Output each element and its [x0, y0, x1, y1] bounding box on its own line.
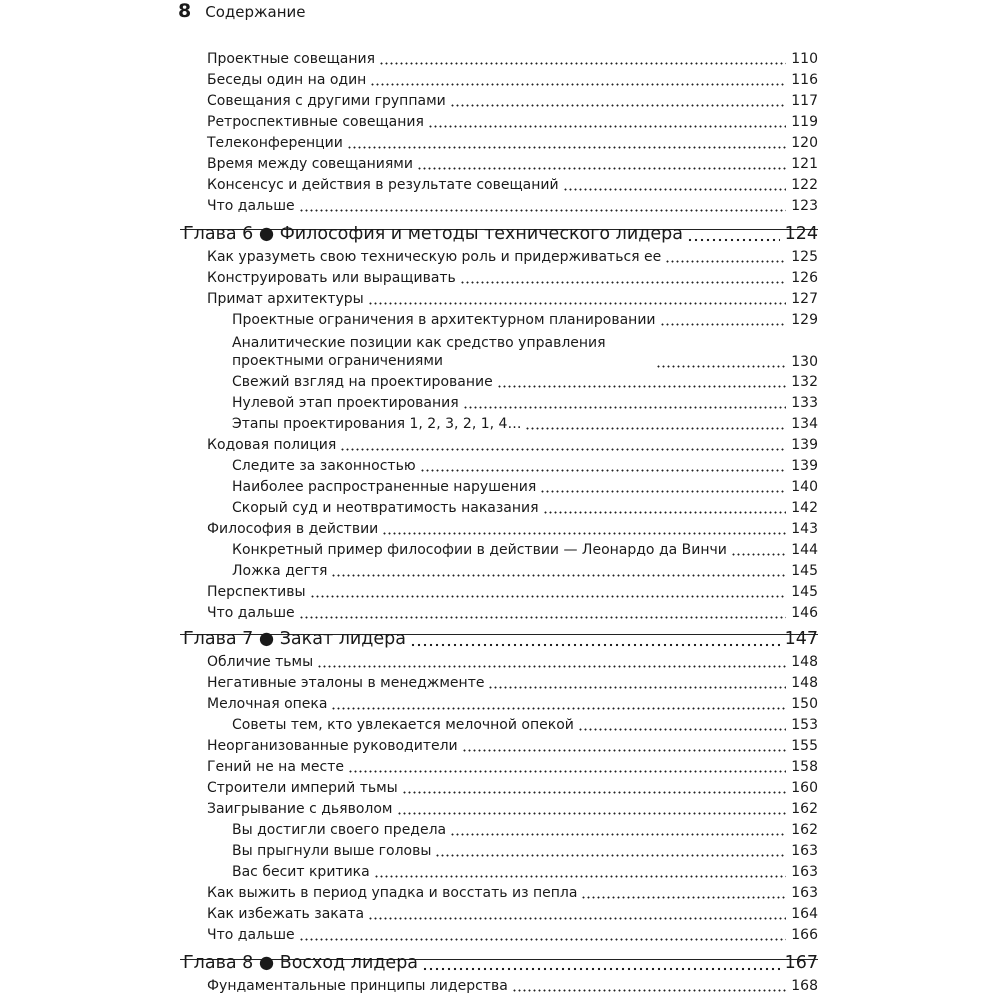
dot-leader: [497, 376, 787, 390]
toc-entry-title: Философия в действии: [207, 521, 379, 537]
toc-entry[interactable]: [232, 334, 818, 370]
dot-leader: [462, 740, 787, 754]
toc-page-number: 110: [791, 51, 818, 67]
dot-leader: [420, 460, 787, 474]
dot-leader: [578, 719, 786, 733]
toc-entry[interactable]: [207, 780, 818, 796]
dot-leader: [488, 677, 786, 691]
toc-entry-title: Нулевой этап проектирования: [232, 395, 459, 411]
toc-entry-title: Как избежать заката: [207, 906, 365, 922]
toc-page-number: 139: [791, 437, 818, 453]
toc-entry-title: Как уразуметь свою техническую роль и придерживаться ее: [207, 249, 662, 265]
toc-entry-title: Время между совещаниями: [207, 156, 413, 172]
dot-leader: [422, 956, 780, 974]
dot-leader: [435, 845, 786, 859]
toc-entry[interactable]: [207, 177, 818, 193]
toc-entry[interactable]: [207, 198, 818, 214]
toc-entry[interactable]: [207, 885, 818, 901]
dot-leader: [317, 656, 786, 670]
dot-leader: [665, 251, 786, 265]
dot-leader: [450, 824, 786, 838]
toc-entry-title: Конструировать или выращивать: [207, 270, 456, 286]
toc-entry[interactable]: [232, 479, 818, 495]
toc-page-number: 140: [791, 479, 818, 495]
toc-page-number: 162: [791, 822, 818, 838]
toc-entry-title: Глава 8 ● Восход лидера: [183, 953, 419, 973]
toc-page-number: 164: [791, 906, 818, 922]
toc-entry-title: Проектные ограничения в архитектурном планировании: [232, 312, 656, 328]
dot-leader: [512, 980, 786, 994]
toc-page-number: 144: [791, 542, 818, 558]
toc-page-number: 168: [791, 978, 818, 994]
toc-entry-title: Совещания с другими группами: [207, 93, 446, 109]
toc-page-number: 129: [791, 312, 818, 328]
toc-page-number: 124: [784, 224, 818, 244]
toc-entry[interactable]: [207, 654, 818, 670]
toc-entry[interactable]: [232, 416, 818, 432]
toc-page-number: 145: [791, 563, 818, 579]
toc-entry[interactable]: [207, 114, 818, 130]
toc-page-number: 166: [791, 927, 818, 943]
toc-entry-title: Советы тем, кто увлекается мелочной опекой: [232, 717, 574, 733]
toc-page-number: 160: [791, 780, 818, 796]
toc-page-number: 163: [791, 843, 818, 859]
dot-leader: [347, 137, 786, 151]
toc-entry-title: Заигрывание с дьяволом: [207, 801, 393, 817]
toc-page-number: 127: [791, 291, 818, 307]
toc-entry[interactable]: [207, 605, 818, 621]
toc-page-number: 155: [791, 738, 818, 754]
dot-leader: [310, 586, 787, 600]
dot-leader: [460, 272, 786, 286]
toc-entry-title: Негативные эталоны в менеджменте: [207, 675, 485, 691]
dot-leader: [299, 200, 787, 214]
toc-entry-title: Следите за законностью: [232, 458, 416, 474]
toc-entry-title: Обличие тьмы: [207, 654, 314, 670]
toc-entry[interactable]: [207, 156, 818, 172]
toc-entry[interactable]: [207, 675, 818, 691]
toc-page-number: 147: [784, 629, 818, 649]
toc-entry-title: Фундаментальные принципы лидерства: [207, 978, 508, 994]
dot-leader: [374, 866, 787, 880]
dot-leader: [687, 227, 780, 245]
dot-leader: [540, 481, 786, 495]
dot-leader: [370, 74, 786, 88]
dot-leader: [397, 803, 787, 817]
toc-entry-title: Гений не на месте: [207, 759, 344, 775]
page-number: 8: [178, 0, 192, 22]
dot-leader: [299, 607, 787, 621]
toc-page-number: 130: [791, 354, 818, 371]
dot-leader: [331, 698, 786, 712]
toc-entry-title: Проектные совещания: [207, 51, 376, 67]
dot-leader: [299, 929, 787, 943]
dot-leader: [450, 95, 787, 109]
toc-chapter-entry[interactable]: [183, 629, 818, 649]
toc-entry[interactable]: [207, 978, 818, 994]
dot-leader: [417, 158, 786, 172]
toc-entry[interactable]: [232, 458, 818, 474]
dot-leader: [543, 502, 787, 516]
toc-entry-title: Что дальше: [207, 927, 295, 943]
toc-entry-title: Вы прыгнули выше головы: [232, 843, 432, 859]
toc-entry-title: Неорганизованные руководители: [207, 738, 458, 754]
toc-page-number: 158: [791, 759, 818, 775]
toc-entry[interactable]: [232, 500, 818, 516]
dot-leader: [402, 782, 787, 796]
dot-leader: [581, 887, 786, 901]
dot-leader: [348, 761, 786, 775]
toc-entry[interactable]: [207, 93, 818, 109]
toc-entry-title: Аналитические позиции как средство управления проектными ограничениями: [232, 335, 606, 370]
dot-leader: [563, 179, 787, 193]
toc-page-number: 153: [791, 717, 818, 733]
toc-page-number: 167: [784, 953, 818, 973]
toc-page-number: 148: [791, 675, 818, 691]
toc-page-number: 119: [791, 114, 818, 130]
toc-entry[interactable]: [207, 521, 818, 537]
toc-page-number: 132: [791, 374, 818, 390]
dot-leader: [656, 356, 786, 370]
dot-leader: [525, 418, 786, 432]
toc-page-number: 162: [791, 801, 818, 817]
toc-page-number: 121: [791, 156, 818, 172]
toc-entry-title: Как выжить в период упадка и восстать из пепла: [207, 885, 578, 901]
dot-leader: [379, 53, 786, 67]
toc-entry[interactable]: [232, 563, 818, 579]
toc-entry[interactable]: [232, 717, 818, 733]
toc-page-number: 146: [791, 605, 818, 621]
dot-leader: [463, 397, 787, 411]
toc-entry[interactable]: [207, 906, 818, 922]
toc-entry-title: Примат архитектуры: [207, 291, 364, 307]
toc-entry-title: Вы достигли своего предела: [232, 822, 447, 838]
toc-entry-title: Что дальше: [207, 198, 295, 214]
toc-entry[interactable]: [232, 374, 818, 390]
dot-leader: [368, 293, 787, 307]
toc-page-number: 163: [791, 864, 818, 880]
toc-entry-title: Свежий взгляд на проектирование: [232, 374, 493, 390]
toc-entry-title: Телеконференции: [207, 135, 343, 151]
dot-leader: [331, 565, 786, 579]
toc-entry[interactable]: [207, 437, 818, 453]
toc-entry-title: Строители империй тьмы: [207, 780, 398, 796]
toc-chapter-entry[interactable]: [183, 953, 818, 973]
toc-page-number: 116: [791, 72, 818, 88]
toc-entry[interactable]: [207, 584, 818, 600]
toc-entry-title: Мелочная опека: [207, 696, 328, 712]
dot-leader: [410, 632, 780, 650]
toc-page-number: 163: [791, 885, 818, 901]
toc-page-number: 143: [791, 521, 818, 537]
toc-entry[interactable]: [207, 801, 818, 817]
toc-entry[interactable]: [232, 542, 818, 558]
toc-entry[interactable]: [232, 864, 818, 880]
toc-entry-title: Скорый суд и неотвратимость наказания: [232, 500, 539, 516]
toc-entry-title: Этапы проектирования 1, 2, 3, 2, 1, 4…: [232, 416, 522, 432]
toc-entry-title: Беседы один на один: [207, 72, 367, 88]
toc-entry-title: Глава 6 ● Философия и методы технического лидера: [183, 224, 683, 244]
toc-entry[interactable]: [207, 759, 818, 775]
toc-entry[interactable]: [232, 843, 818, 859]
toc-page-number: 133: [791, 395, 818, 411]
toc-entry-title: Наиболее распространенные нарушения: [232, 479, 537, 495]
dot-leader: [660, 314, 787, 328]
toc-page-number: 117: [791, 93, 818, 109]
toc-page-number: 145: [791, 584, 818, 600]
toc-entry[interactable]: [232, 395, 818, 411]
toc-entry[interactable]: [232, 822, 818, 838]
toc-page-number: 139: [791, 458, 818, 474]
toc-entry-title: Что дальше: [207, 605, 295, 621]
toc-entry[interactable]: [207, 291, 818, 307]
dot-leader: [340, 439, 786, 453]
section-title: Содержание: [205, 3, 306, 21]
toc-entry[interactable]: [207, 696, 818, 712]
toc-page-number: 150: [791, 696, 818, 712]
toc-page-number: 122: [791, 177, 818, 193]
toc-page-number: 126: [791, 270, 818, 286]
toc-page-number: 134: [791, 416, 818, 432]
dot-leader: [382, 523, 786, 537]
toc-entry-title: Консенсус и действия в результате совещаний: [207, 177, 559, 193]
toc-page-number: 142: [791, 500, 818, 516]
toc-page-number: 148: [791, 654, 818, 670]
toc-entry[interactable]: [207, 51, 818, 67]
toc-entry[interactable]: [207, 270, 818, 286]
toc-entry[interactable]: [207, 249, 818, 265]
toc-entry-title: Ложка дегтя: [232, 563, 328, 579]
dot-leader: [428, 116, 786, 130]
toc-entry-title: Перспективы: [207, 584, 306, 600]
dot-leader: [368, 908, 786, 922]
toc-entry[interactable]: [207, 738, 818, 754]
dot-leader: [731, 544, 786, 558]
toc-entry[interactable]: [207, 927, 818, 943]
toc-entry[interactable]: [207, 135, 818, 151]
toc-page-number: 125: [791, 249, 818, 265]
toc-entry[interactable]: [207, 72, 818, 88]
toc-chapter-entry[interactable]: [183, 224, 818, 244]
toc-page-number: 120: [791, 135, 818, 151]
toc-entry-title: Кодовая полиция: [207, 437, 337, 453]
toc-entry-title: Вас бесит критика: [232, 864, 370, 880]
toc-entry-title: Ретроспективные совещания: [207, 114, 424, 130]
toc-entry-title: Глава 7 ● Закат лидера: [183, 629, 406, 649]
toc-entry-title: Конкретный пример философии в действии — Леонардо да Винчи: [232, 542, 727, 558]
toc-page-number: 123: [791, 198, 818, 214]
toc-entry[interactable]: [232, 312, 818, 328]
